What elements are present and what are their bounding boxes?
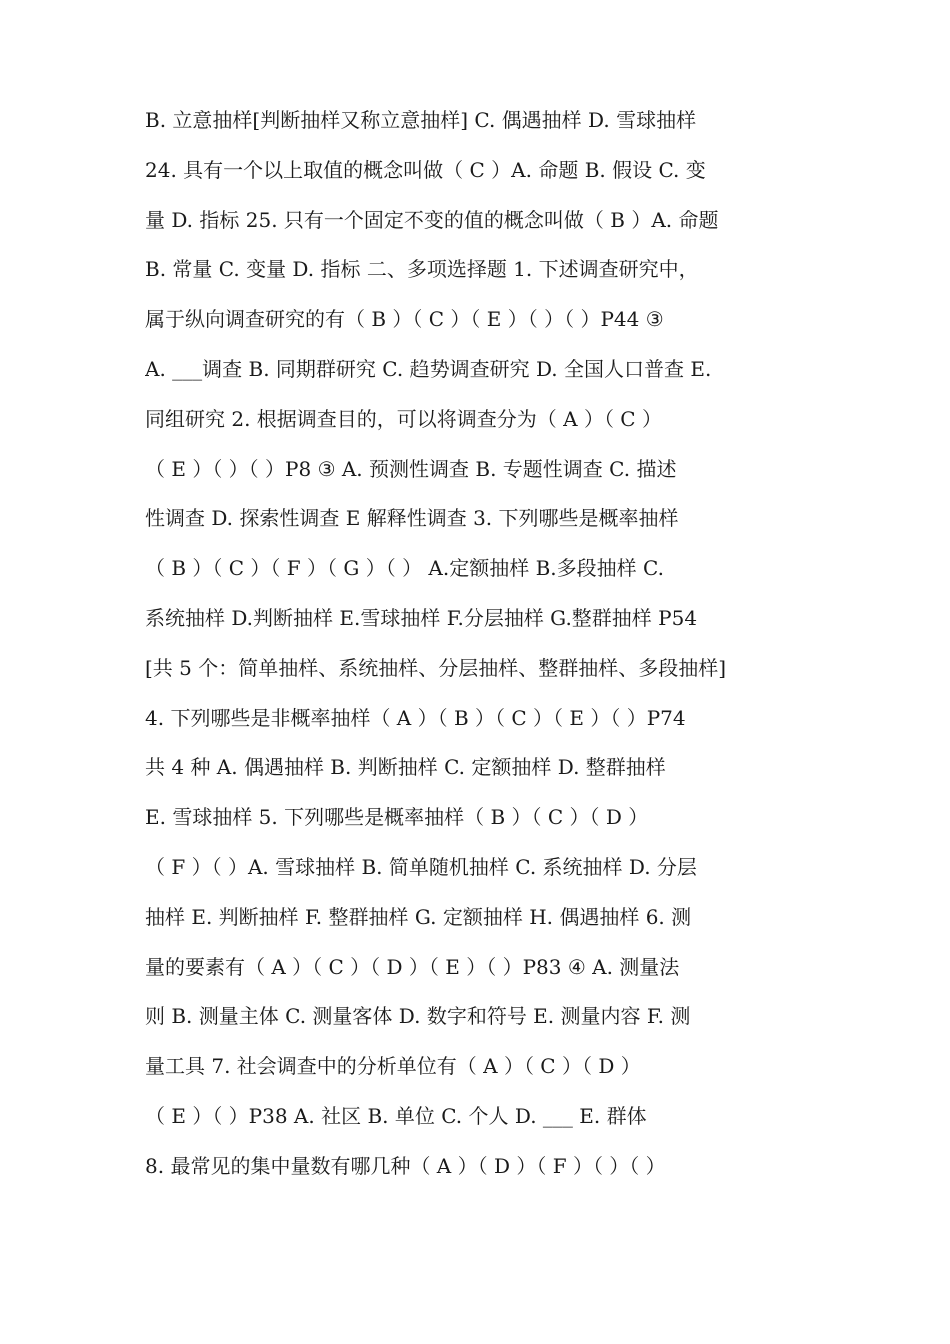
text-line: 量 D. 指标 25. 只有一个固定不变的值的概念叫做（ B ）A. 命题 bbox=[145, 207, 719, 232]
document-body bbox=[145, 96, 825, 1192]
text-line: 量工具 7. 社会调查中的分析单位有（ A ）（ C ）（ D ） bbox=[145, 1054, 641, 1079]
text-line: （ F ）（ ）A. 雪球抽样 B. 简单随机抽样 C. 系统抽样 D. 分层 bbox=[145, 854, 697, 879]
text-line: B. 常量 C. 变量 D. 指标 二、多项选择题 1. 下述调查研究中， bbox=[145, 257, 699, 282]
text-line: 抽样 E. 判断抽样 F. 整群抽样 G. 定额抽样 H. 偶遇抽样 6. 测 bbox=[145, 904, 692, 929]
text-line: 同组研究 2. 根据调查目的，可以将调查分为（ A ）（ C ） bbox=[145, 406, 662, 431]
text-line: 性调查 D. 探索性调查 E 解释性调查 3. 下列哪些是概率抽样 bbox=[145, 506, 679, 531]
text-line: 系统抽样 D.判断抽样 E.雪球抽样 F.分层抽样 G.整群抽样 P54 bbox=[145, 605, 698, 630]
text-line: 则 B. 测量主体 C. 测量客体 D. 数字和符号 E. 测量内容 F. 测 bbox=[145, 1004, 691, 1029]
text-line: E. 雪球抽样 5. 下列哪些是概率抽样（ B ）（ C ）（ D ） bbox=[145, 805, 649, 830]
text-line: （ B ）（ C ）（ F ）（ G ）（ ） A.定额抽样 B.多段抽样 C. bbox=[145, 556, 664, 581]
text-line: 4. 下列哪些是非概率抽样（ A ）（ B ）（ C ）（ E ）（ ）P74 bbox=[145, 705, 686, 730]
text-line: 24. 具有一个以上取值的概念叫做（ C ）A. 命题 B. 假设 C. 变 bbox=[145, 157, 706, 182]
text-line: [共 5 个：简单抽样、系统抽样、分层抽样、整群抽样、多段抽样] bbox=[145, 655, 727, 680]
text-line: 属于纵向调查研究的有（ B ）（ C ）（ E ）（ ）（ ）P44 ③ bbox=[145, 307, 664, 332]
text-line: 量的要素有（ A ）（ C ）（ D ）（ E ）（ ）P83 ④ A. 测量法 bbox=[145, 954, 680, 979]
text-line: 共 4 种 A. 偶遇抽样 B. 判断抽样 C. 定额抽样 D. 整群抽样 bbox=[145, 755, 666, 780]
text-line: （ E ）（ ）（ ）P8 ③ A. 预测性调查 B. 专题性调查 C. 描述 bbox=[145, 456, 677, 481]
text-line: （ E ）（ ）P38 A. 社区 B. 单位 C. 个人 D. ___ E. 群体 bbox=[145, 1103, 647, 1128]
text-line: A. ___调查 B. 同期群研究 C. 趋势调查研究 D. 全国人口普查 E. bbox=[145, 356, 712, 381]
text-line: 8. 最常见的集中量数有哪几种（ A ）（ D ）（ F ）（ ）（ ） bbox=[145, 1153, 666, 1178]
text-line: B. 立意抽样[判断抽样又称立意抽样] C. 偶遇抽样 D. 雪球抽样 bbox=[145, 108, 697, 132]
